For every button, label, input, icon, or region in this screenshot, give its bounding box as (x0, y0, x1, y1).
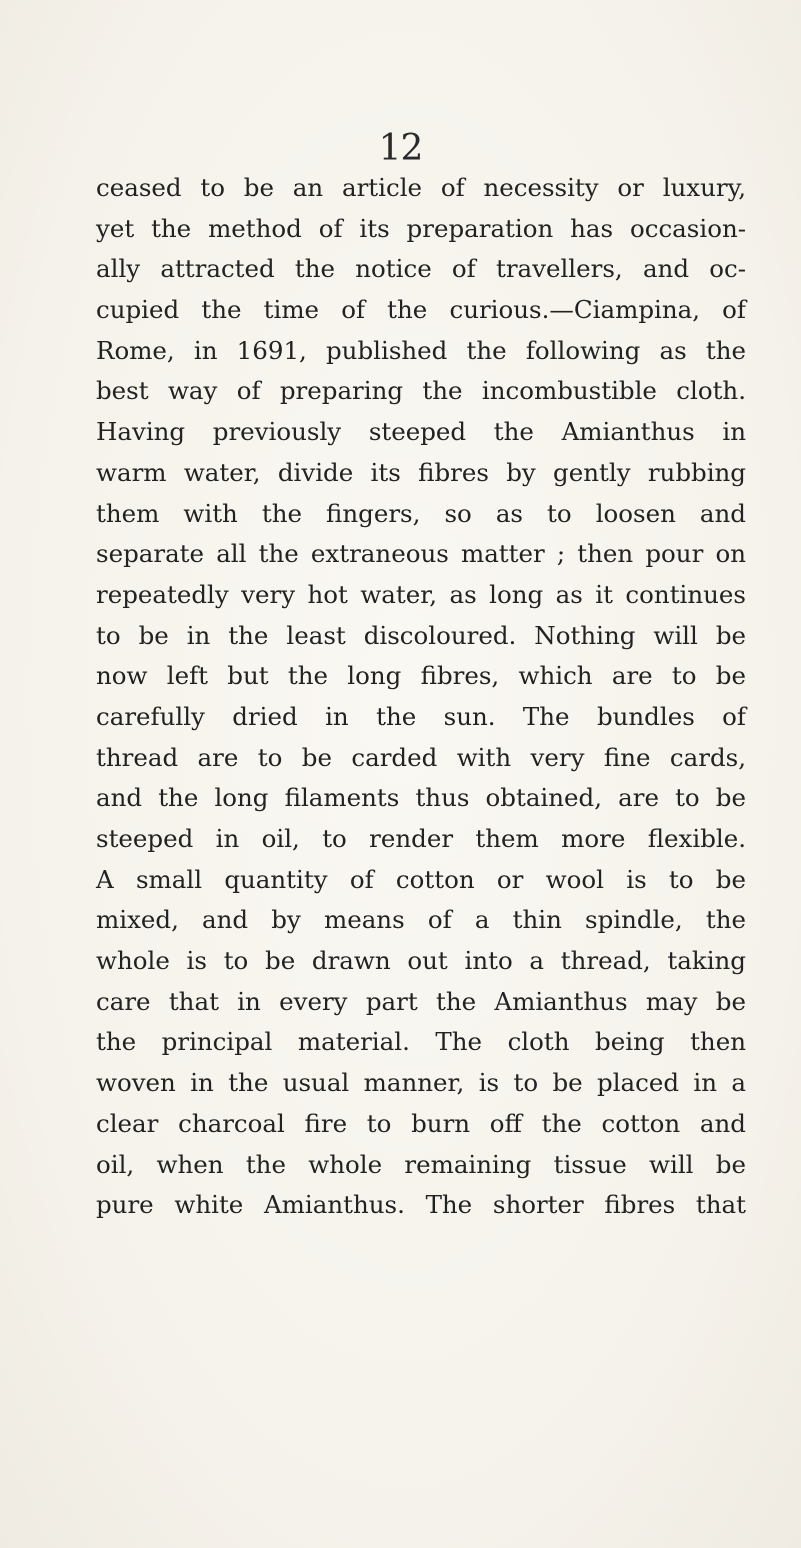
text-line: oil, when the whole remaining tissue will be (96, 1149, 746, 1179)
text-line: A small quantity of cotton or wool is to be (96, 864, 746, 894)
text-line: now left but the long fibres, which are to be (96, 661, 746, 691)
body-text (96, 168, 746, 1226)
text-line: Having previously steeped the Amianthus in (96, 417, 746, 447)
text-line: thread are to be carded with very fine cards, (96, 742, 746, 772)
text-line: care that in every part the Amianthus may be (96, 986, 746, 1016)
text-line: separate all the extraneous matter ; then pour on (96, 539, 746, 569)
text-line: carefully dried in the sun. The bundles of (96, 701, 746, 731)
page-number: 12 (378, 128, 423, 169)
text-line: clear charcoal fire to burn off the cotton and (96, 1108, 746, 1138)
text-line: whole is to be drawn out into a thread, taking (96, 946, 746, 976)
text-line: ally attracted the notice of travellers, and oc- (96, 254, 746, 284)
text-line: cupied the time of the curious.—Ciampina, of (96, 295, 746, 325)
text-line: to be in the least discoloured. Nothing will be (96, 620, 746, 650)
text-line: yet the method of its preparation has occasion- (96, 213, 746, 243)
text-line: woven in the usual manner, is to be placed in a (96, 1068, 746, 1098)
text-line: best way of preparing the incombustible cloth. (96, 376, 746, 406)
text-line: them with the fingers, so as to loosen and (96, 498, 746, 528)
text-line: Rome, in 1691, published the following as the (96, 335, 746, 365)
text-line: and the long filaments thus obtained, are to be (96, 783, 746, 813)
text-line: mixed, and by means of a thin spindle, the (96, 905, 746, 935)
text-line: warm water, divide its fibres by gently rubbing (96, 457, 746, 487)
text-line: pure white Amianthus. The shorter fibres that (96, 1190, 746, 1220)
text-line: the principal material. The cloth being then (96, 1027, 746, 1057)
text-line: steeped in oil, to render them more flexible. (96, 824, 746, 853)
text-line: repeatedly very hot water, as long as it continues (96, 579, 746, 609)
text-line: ceased to be an article of necessity or luxury, (96, 173, 746, 202)
